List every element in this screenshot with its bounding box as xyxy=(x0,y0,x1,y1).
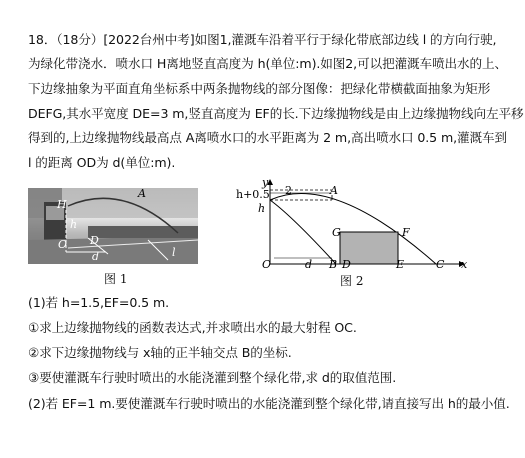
question-1-part-1: ①求上边缘抛物线的函数表达式,并求喷出水的最大射程 OC. xyxy=(28,320,357,335)
figure-1-photo xyxy=(28,188,198,264)
fig2-label-g: G xyxy=(332,226,341,239)
fig1-label-d: d xyxy=(92,250,100,263)
fig2-label-d: d xyxy=(305,258,313,271)
figure-2-caption: 图 2 xyxy=(340,274,364,288)
fig1-label-h-point: H xyxy=(57,198,67,211)
question-1-part-2: ②求下边缘抛物线与 x轴的正半轴交点 B的坐标. xyxy=(28,345,292,360)
problem-line-2: 为绿化带浇水．喷水口 H离地竖直高度为 h(单位:m).如图2,可以把灌溉车喷出水的上、 xyxy=(28,56,508,71)
fig2-label-o: O xyxy=(262,258,272,271)
problem-line-5: 得到的,上边缘抛物线最高点 A离喷水口的水平距离为 2 m,高出喷水口 0.5 m,灌溉车到 xyxy=(28,130,508,145)
problem-line-4: DEFG,其水平宽度 DE=3 m,竖直高度为 EF的长.下边缘抛物线是由上边缘抛物线向左平移 xyxy=(28,106,524,121)
figure-1-caption: 图 1 xyxy=(104,272,128,286)
problem-line-6: l 的距离 OD为 d(单位:m). xyxy=(28,155,176,170)
fig2-label-a: A xyxy=(330,184,338,197)
fig2-label-d-point: D xyxy=(342,258,351,271)
question-2: (2)若 EF=1 m.要使灌溉车行驶时喷出的水能浇灌到整个绿化带,请直接写出 h的最小值. xyxy=(28,396,510,411)
fig1-label-a: A xyxy=(138,188,146,200)
fig1-label-h: h xyxy=(70,218,78,231)
question-1: (1)若 h=1.5,EF=0.5 m. xyxy=(28,295,170,310)
fig2-label-c: C xyxy=(436,258,445,271)
problem-line-3: 下边缘抽象为平面直角坐标系中两条抛物线的部分图像：把绿化带横截面抽象为矩形 xyxy=(28,81,491,96)
fig1-label-l: l xyxy=(172,246,176,259)
fig2-x-axis: x xyxy=(461,258,468,271)
fig2-tick-top: h+0.5 xyxy=(236,188,270,201)
fig2-label-b: B xyxy=(329,258,338,271)
fig2-label-e: E xyxy=(396,258,405,271)
fig1-label-d-point: D xyxy=(90,234,99,247)
problem-line-1: 18．（18分）[2022台州中考]如图1,灌溉车沿着平行于绿化带底部边线 l 的方向行驶, xyxy=(28,32,497,47)
fig1-label-o: O xyxy=(58,238,68,251)
fig2-dist-2: 2 xyxy=(285,184,292,197)
fig2-tick-h: h xyxy=(258,202,266,215)
question-1-part-3: ③要使灌溉车行驶时喷出的水能浇灌到整个绿化带,求 d的取值范围. xyxy=(28,370,397,385)
fig2-label-f: F xyxy=(402,226,410,239)
fig2-y-axis: y xyxy=(262,176,269,189)
